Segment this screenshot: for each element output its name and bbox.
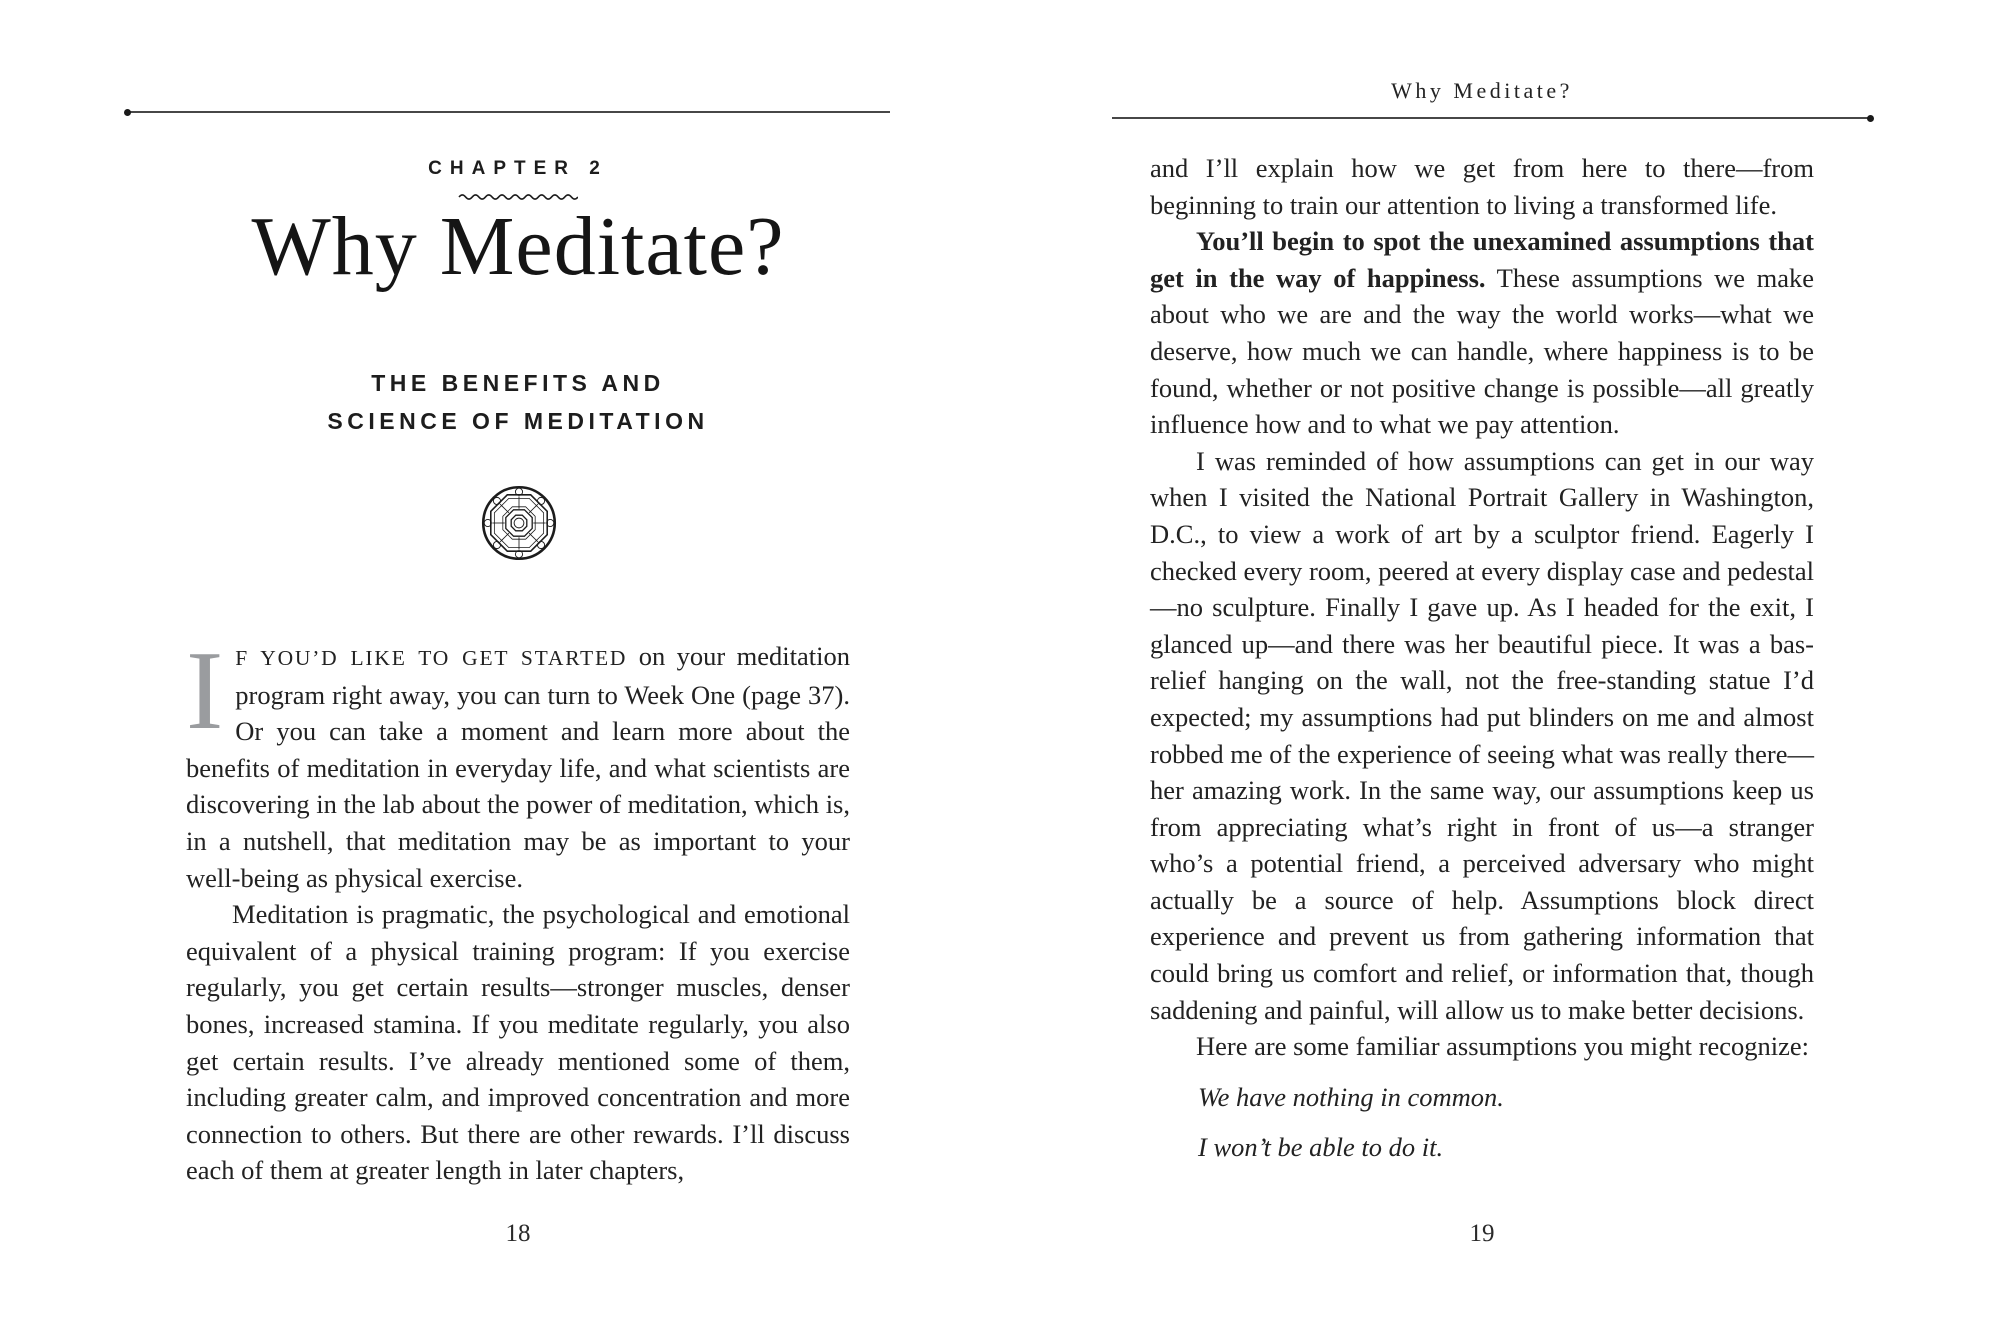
body-paragraph: and I’ll explain how we get from here to there—from beginning to train our attention to living a transformed life.	[1150, 153, 1814, 220]
paragraph-text: These assumptions we make about who we are and the way the world works—what we deserve, how much we can handle, where happiness is to be found, whether or not positive change is possible—all greatly influence how and to what we pay attention.	[1150, 262, 1814, 440]
left-body-text	[186, 629, 850, 1189]
chapter-subtitle	[186, 364, 850, 440]
smallcaps-lead: F YOU’D LIKE TO GET STARTED	[235, 646, 628, 670]
rule-end-dot	[124, 109, 131, 116]
page-number: 18	[505, 1220, 531, 1247]
octagon-medallion-icon	[480, 484, 558, 562]
assumption-line: I won’t be able to do it.	[1198, 1132, 1444, 1163]
assumption-line: We have nothing in common.	[1198, 1081, 1504, 1112]
body-paragraph: Meditation is pragmatic, the psychological and emotional equivalent of a physical training program: If you exercise regularly, you get certain results—stronger muscles, denser bones, increased stamina. If you meditate regularly, you also get certain results. I’ve already mentioned some of them, including greater calm, and improved concentration and more connection to others. But there are other rewards. I’ll discuss each of them at greater length in later chapters,	[186, 899, 850, 1186]
header-rule-left	[126, 111, 890, 113]
page-number: 19	[1469, 1220, 1495, 1247]
bold-lead-sentence: You’ll begin to spot the unexamined assumptions that get in the way of happiness.	[1150, 226, 1814, 293]
running-head: Why Meditate?	[1391, 78, 1573, 103]
header-rule-right	[1112, 117, 1872, 119]
right-body-text	[1150, 150, 1814, 1166]
body-paragraph	[1150, 223, 1814, 443]
chapter-title: Why Meditate?	[251, 200, 785, 293]
body-paragraph: I was reminded of how assumptions can get in our way when I visited the National Portrait Gallery in Washington, D.C., to view a work of art by a sculptor friend. Eagerly I checked every room, peered at every display case and pedestal—no sculpture. Finally I gave up. As I headed for the exit, I glanced up—and there was her beautiful piece. It was a bas-relief hanging on the wall, not the free-standing statue I’d expected; my assumptions had put blinders on me and almost robbed me of the experience of seeing what was really there—her amazing work. In the same way, our assumptions keep us from appreciating what’s right in front of us—a stranger who’s a potential friend, a perceived adversary who might actually be a source of help. Assumptions block direct experience and prevent us from gathering information that could bring us comfort and relief, or information that, though saddening and painful, will allow us to make better decisions.	[1150, 445, 1814, 1025]
chapter-label: CHAPTER 2	[428, 158, 608, 179]
chapter-subtitle-line2: SCIENCE OF MEDITATION	[327, 408, 709, 434]
right-page	[1000, 0, 2000, 1333]
body-paragraph: I F YOU’D LIKE TO GET STARTED on your meditation program right away, you can turn to Week One (page 37). Or you can take a moment and learn more about the benefits of meditation in everyday life, and what scientists are discovering in the lab about the power of meditation, which is, in a nutshell, that meditation may be as important to your well-being as physical exercise.	[186, 629, 850, 893]
rule-end-dot	[1867, 115, 1874, 122]
dropcap: I	[186, 629, 224, 753]
chapter-subtitle-line1: THE BENEFITS AND	[371, 370, 665, 396]
body-paragraph: Here are some familiar assumptions you might recognize:	[1196, 1031, 1809, 1062]
